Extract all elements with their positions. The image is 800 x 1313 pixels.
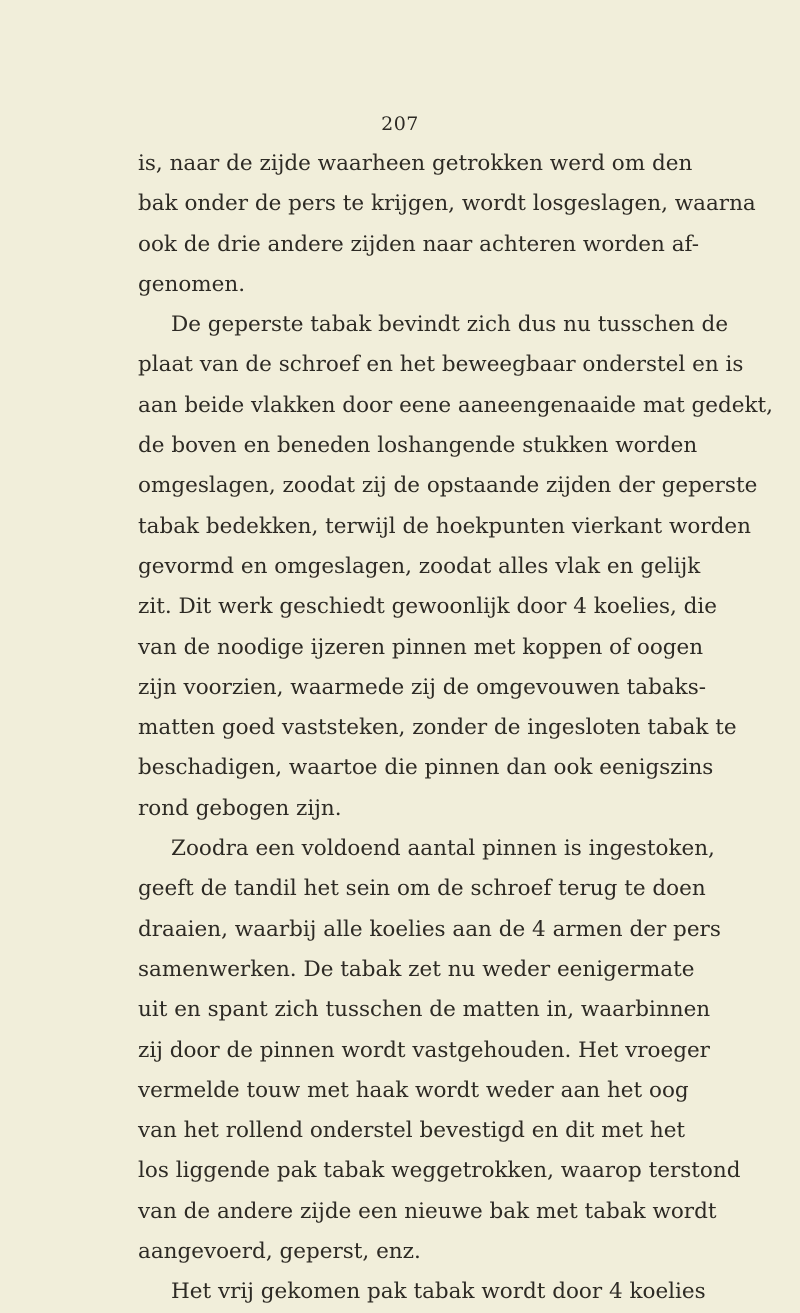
text-line: is, naar de zijde waarheen getrokken werd om den — [138, 151, 693, 176]
text-line: omgeslagen, zoodat zij de opstaande zijden der geperste — [138, 473, 758, 499]
text-line: rond gebogen zijn. — [138, 795, 342, 821]
text-line: uit en spant zich tusschen de matten in, waarbinnen — [138, 997, 711, 1023]
text-line: zit. Dit werk geschiedt gewoonlijk door 4 koelies, die — [138, 594, 718, 620]
text-line: de boven en beneden loshangende stukken worden — [138, 433, 698, 459]
text-line: aan beide vlakken door eene aaneengenaaide mat gedekt, — [138, 392, 774, 418]
text-line: van het rollend onderstel bevestigd en dit met het — [138, 1118, 686, 1144]
text-line: gevormd en omgeslagen, zoodat alles vlak en gelijk — [138, 553, 701, 579]
text-line: vermelde touw met haak wordt weder aan het oog — [138, 1077, 689, 1103]
text-line: bak onder de pers te krijgen, wordt losgeslagen, waarna — [138, 191, 756, 217]
text-line: plaat van de schroef en het beweegbaar onderstel en is — [138, 352, 744, 378]
text-line: Het vrij gekomen pak tabak wordt door 4 koelies — [171, 1279, 706, 1305]
text-line: geeft de tandil het sein om de schroef terug te doen — [138, 876, 706, 902]
text-line: De geperste tabak bevindt zich dus nu tusschen de — [171, 312, 729, 338]
body-text — [138, 144, 774, 1313]
text-line: samenwerken. De tabak zet nu weder eenigermate — [138, 956, 695, 982]
text-line: beschadigen, waartoe die pinnen dan ook eenigszins — [138, 755, 714, 781]
page-number: 207 — [381, 113, 419, 135]
text-line: los liggende pak tabak weggetrokken, waarop terstond — [138, 1158, 741, 1184]
text-line: tabak bedekken, terwijl de hoekpunten vierkant worden — [138, 513, 751, 539]
text-line: aangevoerd, geperst, enz. — [138, 1239, 421, 1265]
text-line: zij door de pinnen wordt vastgehouden. Het vroeger — [138, 1037, 710, 1063]
text-line: genomen. — [138, 271, 246, 297]
text-line: van de andere zijde een nieuwe bak met tabak wordt — [138, 1198, 717, 1224]
text-line: Zoodra een voldoend aantal pinnen is ingestoken, — [171, 836, 715, 862]
text-line: zijn voorzien, waarmede zij de omgevouwen tabaks- — [138, 674, 707, 700]
text-line: draaien, waarbij alle koelies aan de 4 armen der pers — [138, 916, 721, 942]
text-line: matten goed vaststeken, zonder de ingesloten tabak te — [138, 715, 737, 741]
text-line: ook de drie andere zijden naar achteren worden af- — [138, 231, 699, 257]
text-line: van de noodige ijzeren pinnen met koppen of oogen — [138, 634, 704, 660]
